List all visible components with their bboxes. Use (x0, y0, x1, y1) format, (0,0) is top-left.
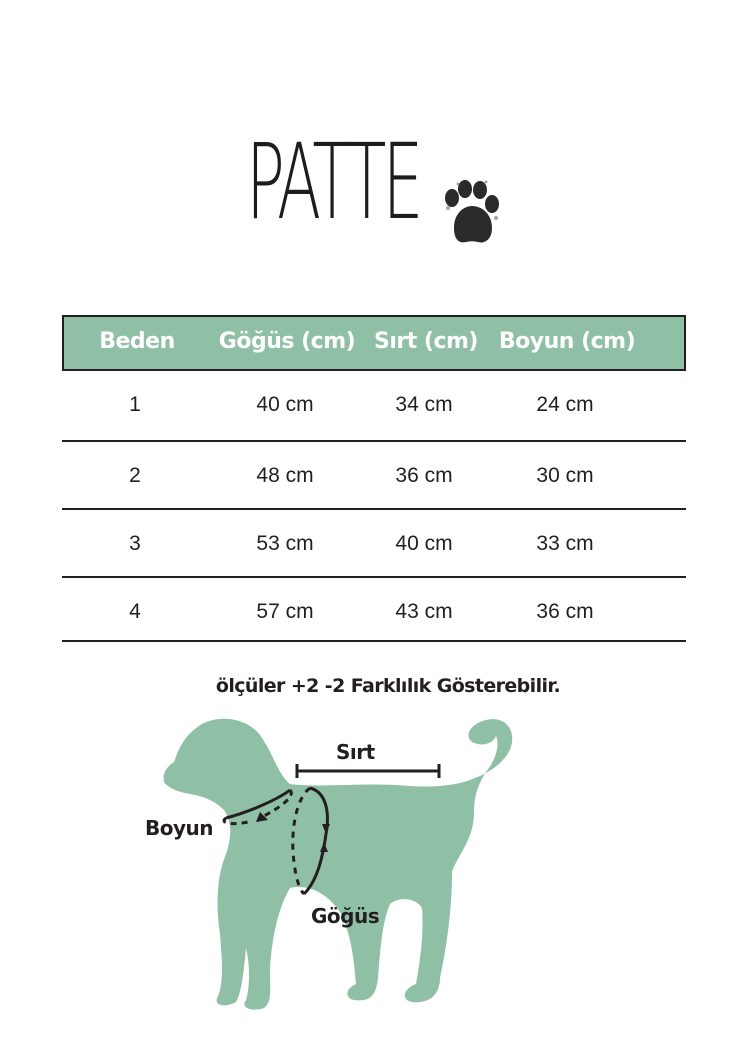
chest-cell: 40 cm (256, 393, 314, 416)
table-row (62, 578, 686, 642)
chest-cell: 53 cm (256, 532, 314, 555)
label-chest: Göğüs (311, 904, 380, 928)
back-cell: 40 cm (395, 532, 453, 555)
neck-cell: 36 cm (536, 600, 594, 623)
tolerance-note: ölçüler +2 -2 Farklılık Gösterebilir. (215, 675, 561, 697)
neck-cell: 33 cm (536, 532, 594, 555)
brand-logo (240, 121, 510, 255)
paw-print-icon (438, 178, 502, 248)
table-row (62, 371, 686, 442)
size-cell: 3 (129, 532, 141, 555)
neck-cell: 30 cm (536, 464, 594, 487)
header-back: Sırt (cm) (374, 329, 478, 354)
size-cell: 2 (129, 464, 141, 487)
chest-cell: 57 cm (256, 600, 314, 623)
back-cell: 43 cm (395, 600, 453, 623)
label-neck: Boyun (145, 816, 213, 840)
chest-cell: 48 cm (256, 464, 314, 487)
size-cell: 1 (129, 393, 141, 416)
table-row (62, 510, 686, 578)
table-header (62, 315, 686, 371)
label-back: Sırt (336, 740, 375, 764)
brand-name: PATTE (246, 121, 420, 243)
back-cell: 36 cm (395, 464, 453, 487)
table-row (62, 442, 686, 510)
back-cell: 34 cm (395, 393, 453, 416)
size-table (62, 315, 686, 642)
header-chest: Göğüs (cm) (218, 329, 356, 354)
neck-cell: 24 cm (536, 393, 594, 416)
measurement-diagram (140, 712, 540, 1012)
header-neck: Boyun (cm) (498, 329, 636, 354)
size-cell: 4 (129, 600, 141, 623)
header-size: Beden (99, 329, 175, 354)
